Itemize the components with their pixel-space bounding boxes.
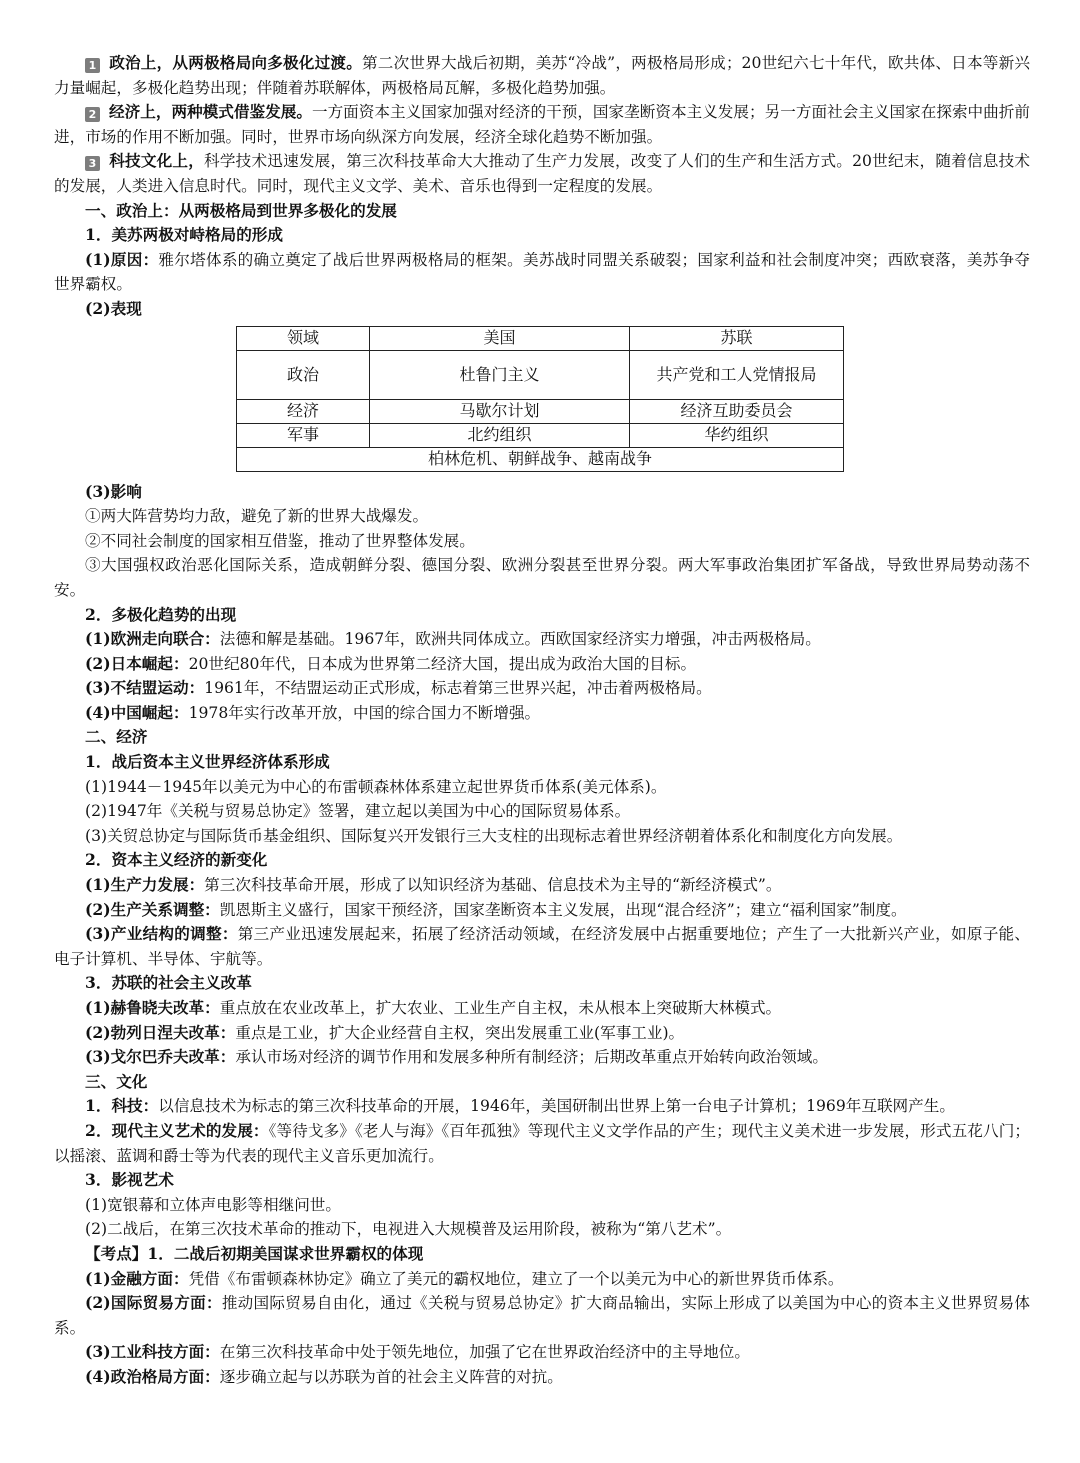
expression-label: (2)表现: [85, 298, 142, 318]
list-item: (2)日本崛起：20世纪80年代，日本成为世界第二经济大国，提出成为政治大国的目标。: [85, 653, 697, 673]
subsection-title: 3．影视艺术: [85, 1170, 174, 1190]
comparison-table-wrapper: [54, 326, 1030, 472]
intro-economy: 2 经济上，两种模式借鉴发展。一方面资本主义国家加强对经济的干预，国家垄断资本主义发展；另一方面社会主义国家在探索中曲折前进，市场的作用不断加强。同时，世界市场向纵深方向发展，经济全球化趋势不断加强。: [54, 102, 1030, 146]
list-item: (1)生产力发展：第三次科技革命开展，形成了以知识经济为基础、信息技术为主导的“新经济模式”。: [85, 875, 782, 895]
table-header-cell: 苏联: [630, 326, 844, 350]
impact-item: ②不同社会制度的国家相互借鉴，推动了世界整体发展。: [85, 531, 475, 550]
list-item: (2)生产关系调整：凯恩斯主义盛行，国家干预经济，国家垄断资本主义发展，出现“混合经济”；建立“福利国家”制度。: [85, 899, 907, 919]
list-item: (3)关贸总协定与国际货币基金组织、国际复兴开发银行三大支柱的出现标志着世界经济朝着体系化和制度化方向发展。: [85, 826, 903, 845]
reason-paragraph: (1)原因：雅尔塔体系的确立奠定了战后世界两极格局的框架。美苏战时同盟关系破裂；国家利益和社会制度冲突；西欧衰落，美苏争夺世界霸权。: [54, 249, 1030, 294]
impact-label: (3)影响: [85, 481, 142, 501]
culture-tech-paragraph: 1．科技：以信息技术为标志的第三次科技革命的开展，1946年，美国研制出世界上第一台电子计算机；1969年互联网产生。: [85, 1096, 955, 1116]
table-cell: 北约组织: [370, 423, 630, 447]
list-item: (2)国际贸易方面：推动国际贸易自由化，通过《关税与贸易总协定》扩大商品输出，实际上形成了以美国为中心的资本主义世界贸易体系。: [54, 1293, 1030, 1337]
impact-item: ③大国强权政治恶化国际关系，造成朝鲜分裂、德国分裂、欧洲分裂甚至世界分裂。两大军事政治集团扩军备战，导致世界局势动荡不安。: [54, 556, 1030, 599]
table-row: [237, 423, 844, 447]
intro-politics: 1 政治上，从两极格局向多极化过渡。第二次世界大战后初期，美苏“冷战”，两极格局形成；20世纪六七十年代，欧共体、日本等新兴力量崛起，多极化趋势出现；伴随着苏联解体，两极格局瓦解，多极化趋势加强。: [54, 53, 1030, 97]
table-cell: 华约组织: [630, 423, 844, 447]
table-cell: 经济: [237, 399, 370, 423]
list-item: (2)二战后，在第三次技术革命的推动下，电视进入大规模普及运用阶段，被称为“第八艺术”。: [85, 1220, 732, 1239]
table-cell: 马歇尔计划: [370, 399, 630, 423]
table-row: [237, 399, 844, 423]
subsection-title: 3．苏联的社会主义改革: [85, 973, 252, 993]
number-badge: 1: [85, 58, 100, 73]
section-heading: 一、政治上：从两极格局到世界多极化的发展: [85, 200, 397, 220]
subsection-title: 1．美苏两极对峙格局的形成: [85, 225, 283, 245]
list-item: (1)1944－1945年以美元为中心的布雷顿森林体系建立起世界货币体系(美元体系)。: [85, 777, 667, 796]
list-item: (4)政治格局方面：逐步确立起与以苏联为首的社会主义阵营的对抗。: [85, 1366, 563, 1386]
number-badge: 2: [85, 107, 100, 122]
list-item: (2)1947年《关税与贸易总协定》签署，建立起以美国为中心的国际贸易体系。: [85, 802, 631, 821]
exam-point-title: 【考点】1．二战后初期美国谋求世界霸权的体现: [85, 1243, 424, 1263]
table-header-cell: 领域: [237, 326, 370, 350]
list-item: (2)勃列日涅夫改革：重点是工业，扩大企业经营自主权，突出发展重工业(军事工业)。: [85, 1022, 685, 1042]
list-item: (1)宽银幕和立体声电影等相继问世。: [85, 1195, 341, 1214]
table-footer-cell: 柏林危机、朝鲜战争、越南战争: [237, 447, 844, 471]
list-item: (3)产业结构的调整：第三产业迅速发展起来，拓展了经济活动领域，在经济发展中占据重要地位；产生了一大批新兴产业，如原子能、电子计算机、半导体、宇航等。: [54, 924, 1030, 968]
table-cell: 共产党和工人党情报局: [630, 350, 844, 399]
table-header-row: [237, 326, 844, 350]
table-cell: 军事: [237, 423, 370, 447]
subsection-title: 1．战后资本主义世界经济体系形成: [85, 752, 330, 772]
section-heading: 三、文化: [85, 1071, 148, 1091]
table-cell: 政治: [237, 350, 370, 399]
list-item: (3)戈尔巴乔夫改革：承认市场对经济的调节作用和发展多种所有制经济；后期改革重点开始转向政治领域。: [85, 1047, 828, 1067]
us-ussr-comparison-table: [236, 326, 844, 472]
subsection-title: 2．资本主义经济的新变化: [85, 850, 268, 870]
number-badge: 3: [85, 156, 100, 171]
list-item: (3)工业科技方面：在第三次科技革命中处于领先地位，加强了它在世界政治经济中的主导地位。: [85, 1342, 750, 1362]
culture-art-paragraph: 2．现代主义艺术的发展：《等待戈多》《老人与海》《百年孤独》等现代主义文学作品的产生；现代主义美术进一步发展，形式五花八门；以摇滚、蓝调和爵士等为代表的现代主义音乐更加流行。: [54, 1120, 1030, 1165]
list-item: (1)欧洲走向联合：法德和解是基础。1967年，欧洲共同体成立。西欧国家经济实力增强，冲击两极格局。: [85, 629, 821, 649]
list-item: (3)不结盟运动：1961年，不结盟运动正式形成，标志着第三世界兴起，冲击着两极格局。: [85, 678, 712, 698]
section-heading: 二、经济: [85, 727, 148, 747]
table-header-cell: 美国: [370, 326, 630, 350]
table-row: [237, 350, 844, 399]
list-item: (1)金融方面：凭借《布雷顿森林协定》确立了美元的霸权地位，建立了一个以美元为中心的新世界货币体系。: [85, 1268, 844, 1288]
subsection-title: 2．多极化趋势的出现: [85, 604, 237, 624]
table-cell: 杜鲁门主义: [370, 350, 630, 399]
impact-item: ①两大阵营势均力敌，避免了新的世界大战爆发。: [85, 507, 429, 526]
list-item: (1)赫鲁晓夫改革：重点放在农业改革上，扩大农业、工业生产自主权，未从根本上突破斯大林模式。: [85, 998, 782, 1017]
table-cell: 经济互助委员会: [630, 399, 844, 423]
list-item: (4)中国崛起：1978年实行改革开放，中国的综合国力不断增强。: [85, 702, 541, 722]
intro-tech-culture: 3 科技文化上，科学技术迅速发展，第三次科技革命大大推动了生产力发展，改变了人们的生产和生活方式。20世纪末，随着信息技术的发展，人类进入信息时代。同时，现代主义文学、美术、音乐也得到一定程度的发展。: [54, 151, 1030, 195]
table-footer-row: [237, 447, 844, 471]
